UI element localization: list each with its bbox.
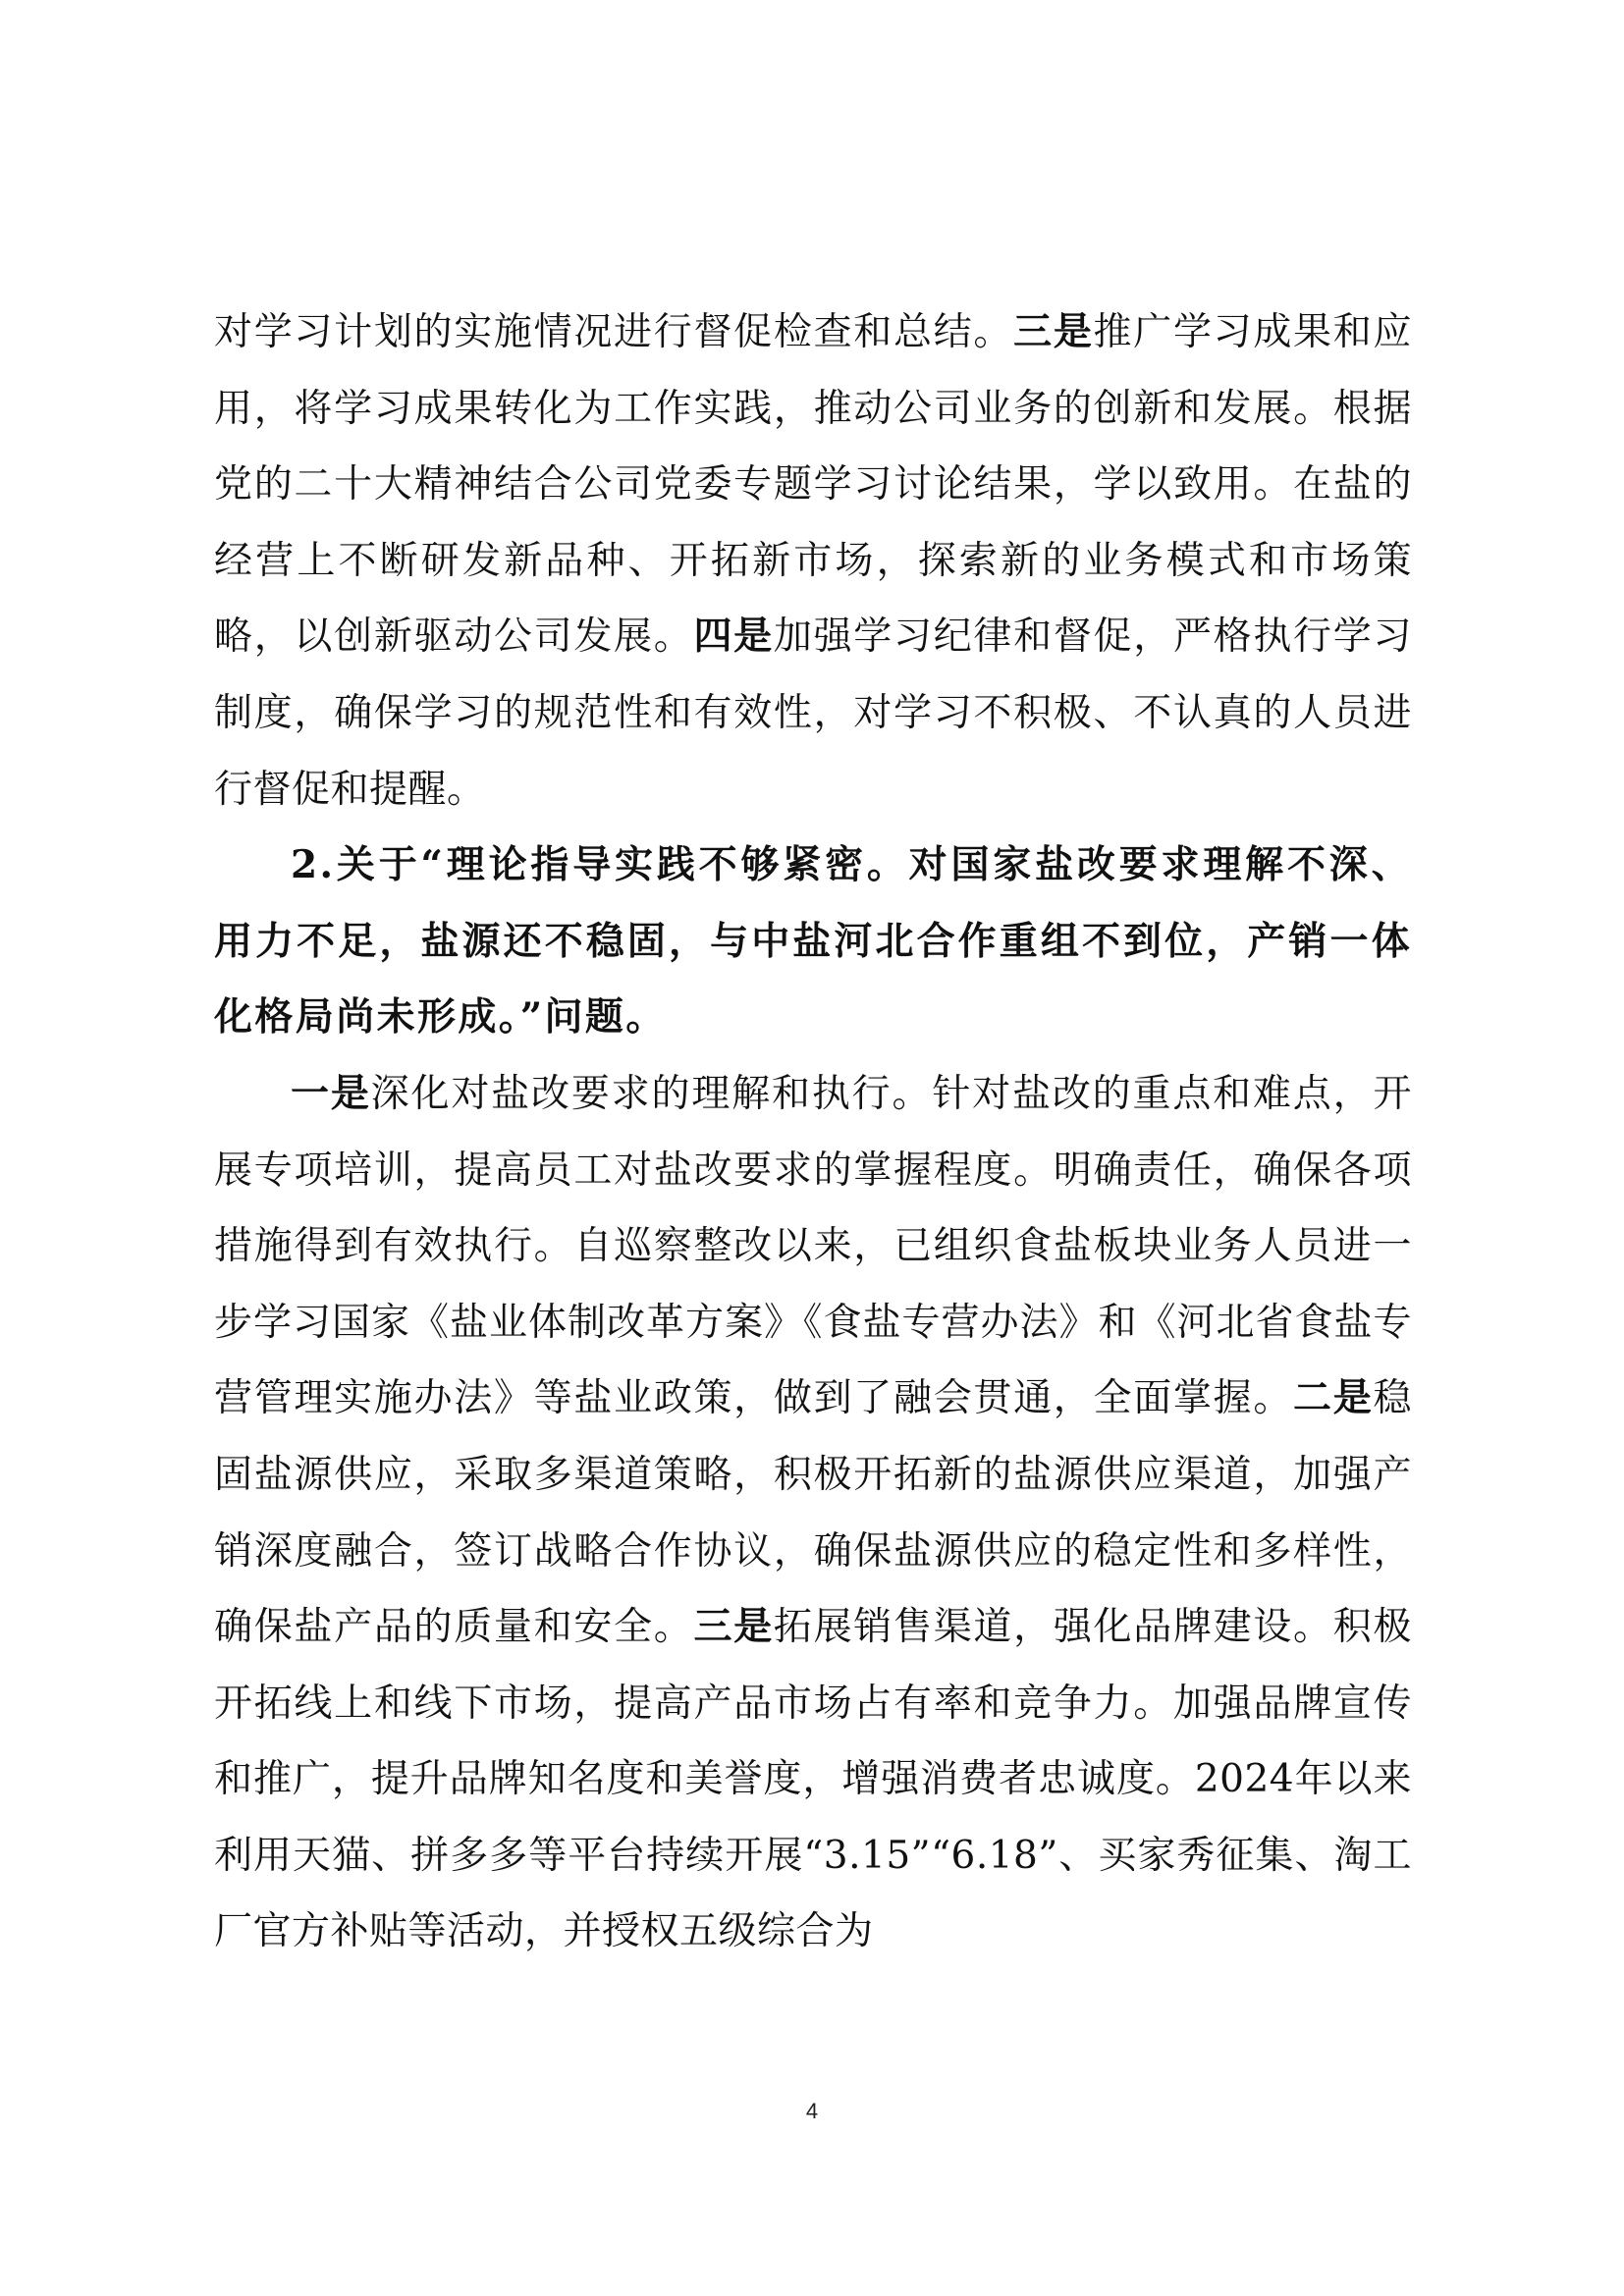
sentence-text: 稳固盐源供应，采取多渠道策略，积极开拓新的盐源供应渠道，加强产销深度融合，签订战略合作协议，确保盐源供应的稳定性和多样性，确保盐产品的质量和安全。 (214, 1376, 1412, 1650)
enumeration-lead: 三是 (693, 1604, 774, 1650)
sentence-text: 对学习计划的实施情况进行督促检查和总结。 (214, 310, 1014, 354)
section-heading: 2.关于“理论指导实践不够紧密。对国家盐改要求理解不深、用力不足，盐源还不稳固，与中盐河北合作重组不到位，产销一体化格局尚未形成。”问题。 (214, 842, 1412, 1041)
enumeration-lead: 四是 (693, 614, 774, 660)
enumeration-lead: 一是 (291, 1070, 371, 1116)
paragraph-measures (214, 1056, 1412, 1970)
sentence-text: 推广学习成果和应用，将学习成果转化为工作实践，推动公司业务的创新和发展。根据党的二十大精神结合公司党委专题学习讨论结果，学以致用。在盐的经营上不断研发新品种、开拓新市场，探索新的业务模式和市场策略，以创新驱动公司发展。 (214, 310, 1412, 660)
page-number: 4 (805, 2099, 819, 2123)
sentence-text: 拓展销售渠道，强化品牌建设。积极开拓线上和线下市场，提高产品市场占有率和竞争力。加强品牌宣传和推广，提升品牌知名度和美誉度，增强消费者忠诚度。2024年以来利用天猫、拼多多等平台持续开展“3.15”“6.18”、买家秀征集、淘工厂官方补贴等活动，并授权五级综合为 (214, 1605, 1412, 1954)
paragraph-continuation (214, 294, 1412, 828)
enumeration-lead: 三是 (1013, 309, 1094, 354)
body-text (214, 294, 1412, 1970)
sentence-text: 深化对盐改要求的理解和执行。针对盐改的重点和难点，开展专项培训，提高员工对盐改要求的掌握程度。明确责任，确保各项措施得到有效执行。自巡察整改以来，已组织食盐板块业务人员进一步学习国家《盐业体制改革方案》《食盐专营办法》和《河北省食盐专营管理实施办法》等盐业政策，做到了融会贯通，全面掌握。 (214, 1071, 1412, 1421)
sentence-text: 加强学习纪律和督促，严格执行学习制度，确保学习的规范性和有效性，对学习不积极、不认真的人员进行督促和提醒。 (214, 614, 1412, 812)
enumeration-lead: 二是 (1293, 1375, 1374, 1421)
